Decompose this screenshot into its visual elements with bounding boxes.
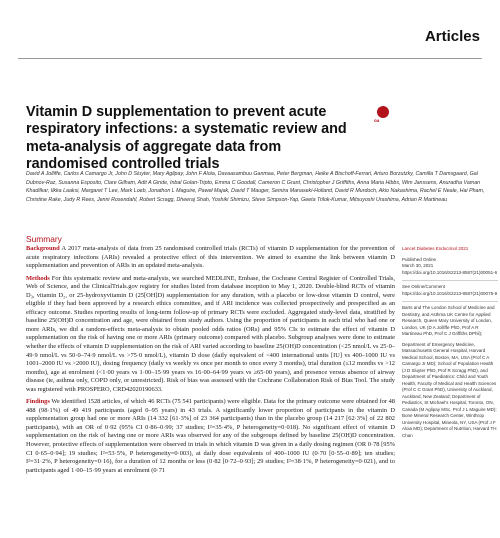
section-label: Articles [424,28,480,45]
methods-text: For this systematic review and meta-analysis, we searched MEDLINE, Embase, the Cochrane Central Register of Controlled Trials, Web of Science, and the ClinicalTrials.gov registry for studies listed from database inception to May 1, 2020. Double-blind RCTs of vitamin D₃, vitamin D₂, or 25-hydroxyvitamin D (25[OH]D) supplementation for any duration, with a placebo or low-dose vitamin D control, were eligible if they had been approved by a research ethics committee, and if ARI incidence was collected prospectively and prespecified as an efficacy outcome. Studies reporting results of long-term follow-up of primary RCTs were excluded. Aggregated study-level data, stratified by baseline 25(OH)D concentration and age, were obtained from study authors. Using the proportion of participants in each trial who had one or more ARIs, we did a random-effects meta-analysis to obtain pooled odds ratios (ORs) and 95% CIs to estimate the effect of vitamin D supplementation on the risk of having one or more ARIs (primary outcome) compared with placebo. Subgroup analyses were done to estimate whether the effects of vitamin D supplementation on the risk of ARI varied according to baseline 25(OH)D concentration (<25 nmol/L vs 25·0–49·9 nmol/L vs 50·0–74·9 nmol/L vs >75·0 nmol/L), vitamin D dose (daily equivalent of <400 international units [IU] vs 400–1000 IU vs 1001–2000 IU vs >2000 IU), dosing frequency (daily vs weekly vs once per month to once every 3 months), trial duration (≤12 months vs >12 months), age at enrolment (<1·00 years vs 1·00–15·99 years vs 16·00–64·99 years vs ≥65·00 years), and presence versus absence of airway disease (ie, asthma only, COPD only, or unrestricted). Risk of bias was assessed with the Cochrane Collaboration Risk of Bias Tool. The study was registered with PROSPERO, CRD42020190633. [26,274,395,393]
affiliation-2: Department of Emergency Medicine, Massachusetts General Hospital, Harvard Medical School, Boston, MA, USA (Prof C A Camargo Jr MD); School of Population Health (J D Sluyter PhD, Prof R Scragg PhD), and Department of Paediatrics: Child and Youth Health, Faculty of Medical and Health Sciences (Prof C C Grant PhD), University of Auckland, Auckland, New Zealand; Department of Pediatrics, St Michael's Hospital, Toronto, ON, Canada (M Aglipay MSc, Prof J L Maguire MD); Bone Mineral Research Center, Winthrop University Hospital, Mineola, NY, USA (Prof J F Aloia MD); Department of Nutrition, Harvard TH Chan [402,341,497,438]
sidebar-divider [402,301,498,302]
background-paragraph [26,245,395,271]
methods-paragraph [26,275,395,395]
open-access-badge[interactable] [374,106,394,130]
findings-paragraph [26,398,395,475]
findings-text: We identified 1528 articles, of which 46 RCTs (75 541 participants) were eligible. Data for the primary outcome were obtained for 48 488 (98·1%) of 49 419 participants (aged 0–95 years) in 43 trials. A significantly lower proportion of participants in the vitamin D supplementation group had one or more ARIs (14 332 [61·3%] of 23 364 participants) than in the placebo group (14 217 [62·3%] of 22 802 participants), with an OR of 0·92 (95% CI 0·86–0·99; 37 studies; I²=35·4%, P heterogeneity=0·018). No significant effect of vitamin D supplementation on the risk of having one or more ARIs was observed for any of the subgroups defined by baseline 25(OH)D concentration. However, protective effects of supplementation were observed in trials in which vitamin D was given in a daily dosing regimen (OR 0·78 [95% CI 0·65–0·94]; 19 studies; I²=53·5%, P heterogeneity=0·003), at daily dose equivalents of 400–1000 IU (0·70 [0·55–0·89]; ten studies; I²=31·2%, P heterogeneity=0·16), for a duration of 12 months or less (0·82 [0·72–0·93]; 29 studies; I²=38·1%, P heterogeneity=0·021), and to participants aged 1·00–15·99 years at enrolment (0·71 [26,398,395,474]
published-date: March 30, 2021 [402,263,434,268]
comment-info [402,284,498,297]
publication-info [402,257,498,277]
background-text: A 2017 meta-analysis of data from 25 randomised controlled trials (RCTs) of vitamin D supplementation for the prevention of acute respiratory infections (ARIs) revealed a protective effect of this intervention. We aimed to examine the link between vitamin D supplementation and prevention of ARIs in an updated meta-analysis. [26,245,395,270]
author-list: David A Jolliffe, Carlos A Camargo Jr, John D Sluyter, Mary Aglipay, John F Aloia, Davaasambuu Ganmaa, Peter Bergman, Heike A Bischoff-Ferrari, Arturo Borzutzky, Camilla T Damsgaard, Gal Dubnov-Raz, Susanna Esposito, Clare Gilham, Adit A Ginde, Inbal Golan-Tripto, Emma C Goodall, Cameron C Grant, Christopher J Griffiths, Anna Maria Hibbs, Wim Janssens, Anuradha Vaman Khadilkar, Ilkka Laaksi, Margaret T Lee, Mark Loeb, Jonathon L Maguire, Paweł Majak, David T Mauger, Semira Manaseki-Holland, David R Murdoch, Akio Nakashima, Rachel E Neale, Hai Pham, Christine Rake, Judy R Rees, Jenni Rosendahl, Robert Scragg, Dheeraj Shah, Yoshiki Shimizu, Steve Simpson-Yap, Geeta Trilok-Kumar, Mitsuyoshi Urashima, Adrian R Martineau [26,171,485,203]
background-label: Background [26,245,60,252]
summary-heading: Summary [26,234,62,244]
header-rule [18,58,482,59]
journal-citation: Lancet Diabetes Endocrinol 2021 [402,246,469,251]
open-access-icon [377,106,389,118]
affiliation-1: Barts and The London School of Medicine and Dentistry, and Asthma UK Centre for Applied Research, Queen Mary University of London, London, UK (D A Jolliffe PhD, Prof A R Martineau PhD, Prof C J Griffiths DPhil); [402,305,495,336]
article-doi-link[interactable]: https://doi.org/10.1016/S2213-8587(21)00051-6 [402,269,498,275]
findings-label: Findings [26,398,50,406]
sidebar-divider [402,280,498,281]
article-title: Vitamin D supplementation to prevent acute respiratory infections: a systematic review and meta-analysis of aggregate data from randomised controlled trials [26,104,347,173]
article-sidebar [402,246,498,443]
see-online-label: See Online/Comment [402,284,446,289]
methods-label: Methods [26,274,50,282]
comment-doi-link[interactable]: https://doi.org/10.1016/S2213-8587(21)00075-9 [402,290,498,296]
abstract-body [26,245,395,479]
published-label: Published Online [402,256,437,262]
open-access-label: oa [374,118,380,123]
